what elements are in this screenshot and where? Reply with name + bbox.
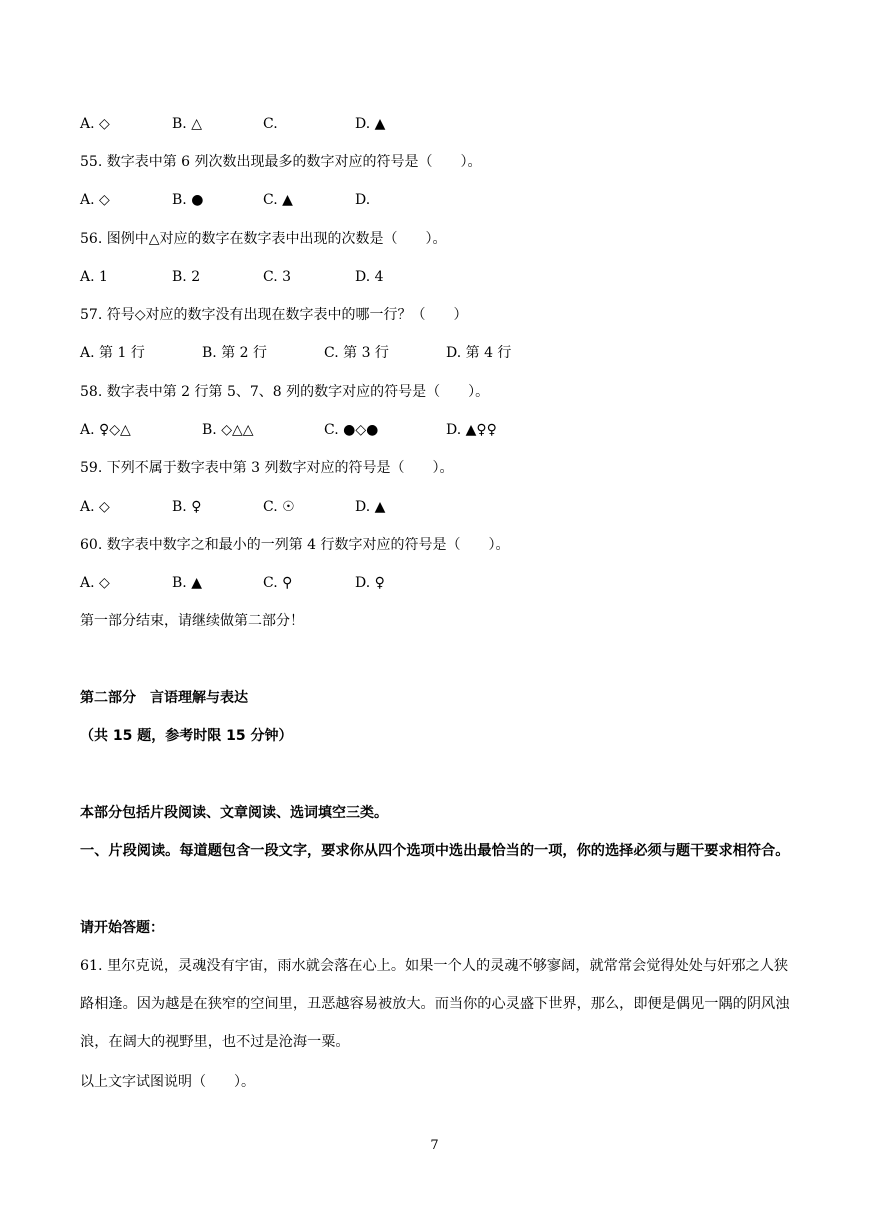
q58-option-c[interactable]: C. ●◇●	[324, 422, 379, 438]
q58-option-d[interactable]: D. ▲♀♀	[446, 422, 497, 438]
part2-description: 本部分包括片段阅读、文章阅读、选词填空三类。	[80, 805, 388, 821]
q59-option-a[interactable]: A. ◇	[80, 499, 110, 515]
q59-option-c[interactable]: C. ☉	[263, 499, 295, 515]
page-number: 7	[430, 1138, 439, 1153]
q57-options	[80, 343, 780, 363]
start-label: 请开始答题：	[80, 920, 164, 936]
q59-options	[80, 497, 780, 517]
q57-option-d[interactable]: D. 第 4 行	[446, 345, 512, 361]
q58-options	[80, 420, 780, 440]
q56-options	[80, 267, 780, 287]
q55-option-d[interactable]: D.	[355, 192, 371, 208]
part2-title: 第二部分 言语理解与表达	[80, 690, 248, 706]
q61-passage: 61. 里尔克说，灵魂没有宇宙，雨水就会落在心上。如果一个人的灵魂不够寥阔，就常常会觉得处处与奸邪之人狭路相逢。因为越是在狭窄的空间里，丑恶越容易被放大。而当你的心灵盛下世界，那么，即便是偶见一隅的阴风浊浪，在阔大的视野里，也不过是沧海一粟。	[80, 958, 790, 1050]
q57-stem: 57. 符号◇对应的数字没有出现在数字表中的哪一行？（ ）	[80, 307, 468, 323]
q55-option-c[interactable]: C. ▲	[263, 192, 293, 208]
q55-option-b[interactable]: B. ●	[172, 192, 204, 208]
q60-stem: 60. 数字表中数字之和最小的一列第 4 行数字对应的符号是（ ）。	[80, 537, 510, 553]
part1-end-notice: 第一部分结束，请继续做第二部分！	[80, 613, 304, 629]
q57-option-a[interactable]: A. 第 1 行	[80, 345, 145, 361]
q58-option-a[interactable]: A. ♀◇△	[80, 422, 131, 438]
q55-stem: 55. 数字表中第 6 列次数出现最多的数字对应的符号是（ ）。	[80, 154, 482, 170]
q59-option-b[interactable]: B. ♀	[172, 499, 202, 515]
q56-option-c[interactable]: C. 3	[263, 269, 292, 285]
q55-option-a[interactable]: A. ◇	[80, 192, 110, 208]
q60-option-a[interactable]: A. ◇	[80, 575, 110, 591]
q58-stem: 58. 数字表中第 2 行第 5、7、8 列的数字对应的符号是（ ）。	[80, 384, 490, 400]
q60-option-b[interactable]: B. ▲	[172, 575, 202, 591]
section1-instruction: 一、片段阅读。每道题包含一段文字，要求你从四个选项中选出最恰当的一项，你的选择必须与题干要求相符合。	[80, 843, 790, 859]
q54-options	[80, 114, 780, 134]
q60-option-c[interactable]: C. ⚲	[263, 575, 293, 591]
q56-option-b[interactable]: B. 2	[172, 269, 201, 285]
q56-option-d[interactable]: D. 4	[355, 269, 384, 285]
q54-option-c[interactable]: C.	[263, 116, 278, 132]
q58-option-b[interactable]: B. ◇△△	[202, 422, 254, 438]
q59-option-d[interactable]: D. ▲	[355, 499, 386, 515]
q56-stem: 56. 图例中△对应的数字在数字表中出现的次数是（ ）。	[80, 231, 447, 247]
q61-question: 以上文字试图说明（ ）。	[80, 1074, 255, 1090]
part2-subtitle: （共 15 题，参考时限 15 分钟）	[80, 728, 293, 744]
q60-options	[80, 573, 780, 593]
q56-option-a[interactable]: A. 1	[80, 269, 108, 285]
q55-options	[80, 190, 780, 210]
q57-option-c[interactable]: C. 第 3 行	[324, 345, 389, 361]
q59-stem: 59. 下列不属于数字表中第 3 列数字对应的符号是（ ）。	[80, 460, 454, 476]
q54-option-d[interactable]: D. ▲	[355, 116, 386, 132]
q54-option-a[interactable]: A. ◇	[80, 116, 110, 132]
q60-option-d[interactable]: D. ♀	[355, 575, 385, 591]
q57-option-b[interactable]: B. 第 2 行	[202, 345, 267, 361]
q54-option-b[interactable]: B. △	[172, 116, 202, 132]
